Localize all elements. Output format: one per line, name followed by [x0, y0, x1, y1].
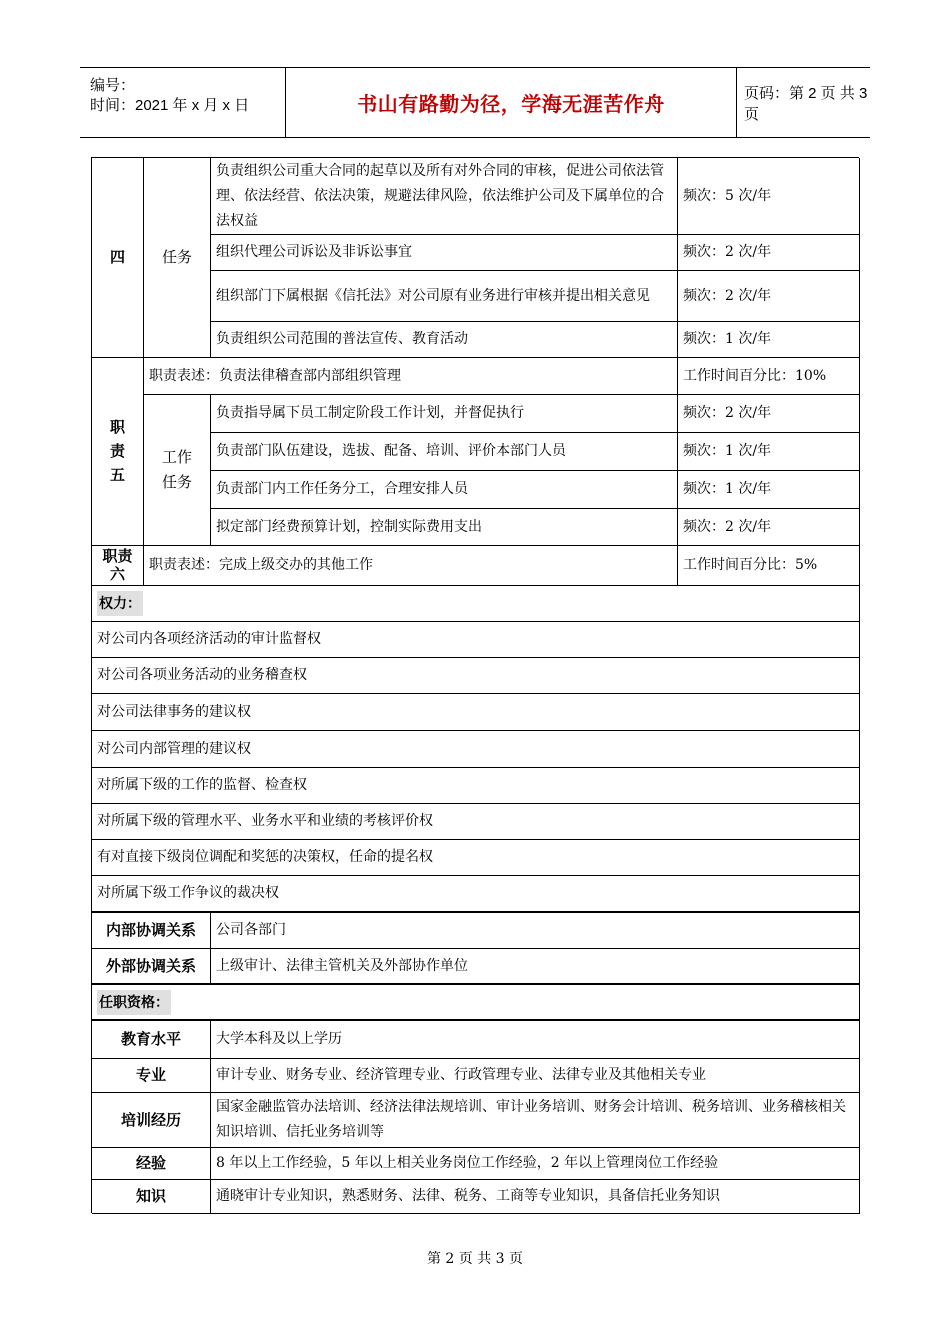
header-left	[80, 68, 285, 137]
duty4-task-1: 负责组织公司重大合同的起草以及所有对外合同的审核，促进公司依法管理、依法经营、依法决策，规避法律风险，依法维护公司及下属单位的合法权益	[211, 158, 678, 235]
duty5-freq-4: 频次：2 次/年	[678, 509, 860, 546]
qual-value-training: 国家金融监管办法培训、经济法律法规培训、审计业务培训、财务会计培训、税务培训、业务稽核相关知识培训、信托业务培训等	[211, 1093, 860, 1148]
duty5-freq-3: 频次：1 次/年	[678, 471, 860, 509]
duty6-label: 职责六	[92, 546, 144, 586]
header-right	[736, 68, 878, 137]
duty5-task-1: 负责指导属下员工制定阶段工作计划，并督促执行	[211, 395, 678, 433]
qual-value-knowledge: 通晓审计专业知识，熟悉财务、法律、税务、工商等专业知识，具备信托业务知识	[211, 1180, 860, 1214]
internal-relations-label: 内部协调关系	[92, 913, 211, 949]
qual-label-major: 专业	[92, 1059, 211, 1093]
page-footer	[0, 1248, 950, 1268]
page-header	[80, 67, 870, 138]
duty4-task-4: 负责组织公司范围的普法宣传、教育活动	[211, 322, 678, 358]
qual-label-education: 教育水平	[92, 1021, 211, 1059]
duty4-task-label: 任务	[144, 158, 211, 358]
power-item-7: 有对直接下级岗位调配和奖惩的决策权，任命的提名权	[92, 840, 860, 876]
footer-page-number: 第 2 页 共 3 页	[426, 1251, 524, 1267]
power-item-5: 对所属下级的工作的监督、检查权	[92, 768, 860, 804]
header-center	[285, 68, 737, 137]
power-item-4: 对公司内部管理的建议权	[92, 731, 860, 768]
qual-label-knowledge: 知识	[92, 1180, 211, 1214]
duty4-freq-4: 频次：1 次/年	[678, 322, 860, 358]
powers-title: 权力：	[92, 586, 860, 622]
duty4-task-2: 组织代理公司诉讼及非诉讼事宜	[211, 235, 678, 271]
document-date-label: 时间：2021 年 x 月 x 日	[90, 97, 250, 114]
external-relations-value: 上级审计、法律主管机关及外部协作单位	[211, 949, 860, 985]
duty5-task-3: 负责部门内工作任务分工，合理安排人员	[211, 471, 678, 509]
power-item-6: 对所属下级的管理水平、业务水平和业绩的考核评价权	[92, 804, 860, 840]
duty4-freq-1: 频次：5 次/年	[678, 158, 860, 235]
document-number-label: 编号：	[90, 77, 136, 94]
qual-value-education: 大学本科及以上学历	[211, 1021, 860, 1059]
power-item-3: 对公司法律事务的建议权	[92, 694, 860, 731]
duty5-freq-2: 频次：1 次/年	[678, 433, 860, 471]
external-relations-label: 外部协调关系	[92, 949, 211, 985]
qual-label-experience: 经验	[92, 1148, 211, 1180]
header-motto: 书山有路勤为径，学海无涯苦作舟	[357, 94, 665, 116]
qual-value-major: 审计专业、财务专业、经济管理专业、行政管理专业、法律专业及其他相关专业	[211, 1059, 860, 1093]
duty4-freq-3: 频次：2 次/年	[678, 271, 860, 322]
qualifications-title: 任职资格：	[92, 985, 860, 1021]
qual-value-experience: 8 年以上工作经验，5 年以上相关业务岗位工作经验，2 年以上管理岗位工作经验	[211, 1148, 860, 1180]
duty5-task-4: 拟定部门经费预算计划，控制实际费用支出	[211, 509, 678, 546]
duty4-freq-2: 频次：2 次/年	[678, 235, 860, 271]
duty6-statement: 职责表述：完成上级交办的其他工作	[144, 546, 678, 586]
duty5-label: 职责五	[92, 358, 144, 546]
header-page-label: 页码：第 2 页 共 3 页	[744, 84, 868, 123]
duty5-statement: 职责表述：负责法律稽查部内部组织管理	[144, 358, 678, 395]
power-item-2: 对公司各项业务活动的业务稽查权	[92, 658, 860, 694]
qual-label-training: 培训经历	[92, 1093, 211, 1148]
duty5-freq-1: 频次：2 次/年	[678, 395, 860, 433]
duty5-percent: 工作时间百分比：10%	[678, 358, 860, 395]
power-item-1: 对公司内各项经济活动的审计监督权	[92, 622, 860, 658]
job-description-table	[91, 157, 859, 1213]
duty5-task-label: 工作任务	[144, 395, 211, 546]
power-item-8: 对所属下级工作争议的裁决权	[92, 876, 860, 913]
duty5-task-2: 负责部门队伍建设，选拔、配备、培训、评价本部门人员	[211, 433, 678, 471]
internal-relations-value: 公司各部门	[211, 913, 860, 949]
duty6-percent: 工作时间百分比：5%	[678, 546, 860, 586]
duty4-number: 四	[92, 158, 144, 358]
duty4-task-3: 组织部门下属根据《信托法》对公司原有业务进行审核并提出相关意见	[211, 271, 678, 322]
